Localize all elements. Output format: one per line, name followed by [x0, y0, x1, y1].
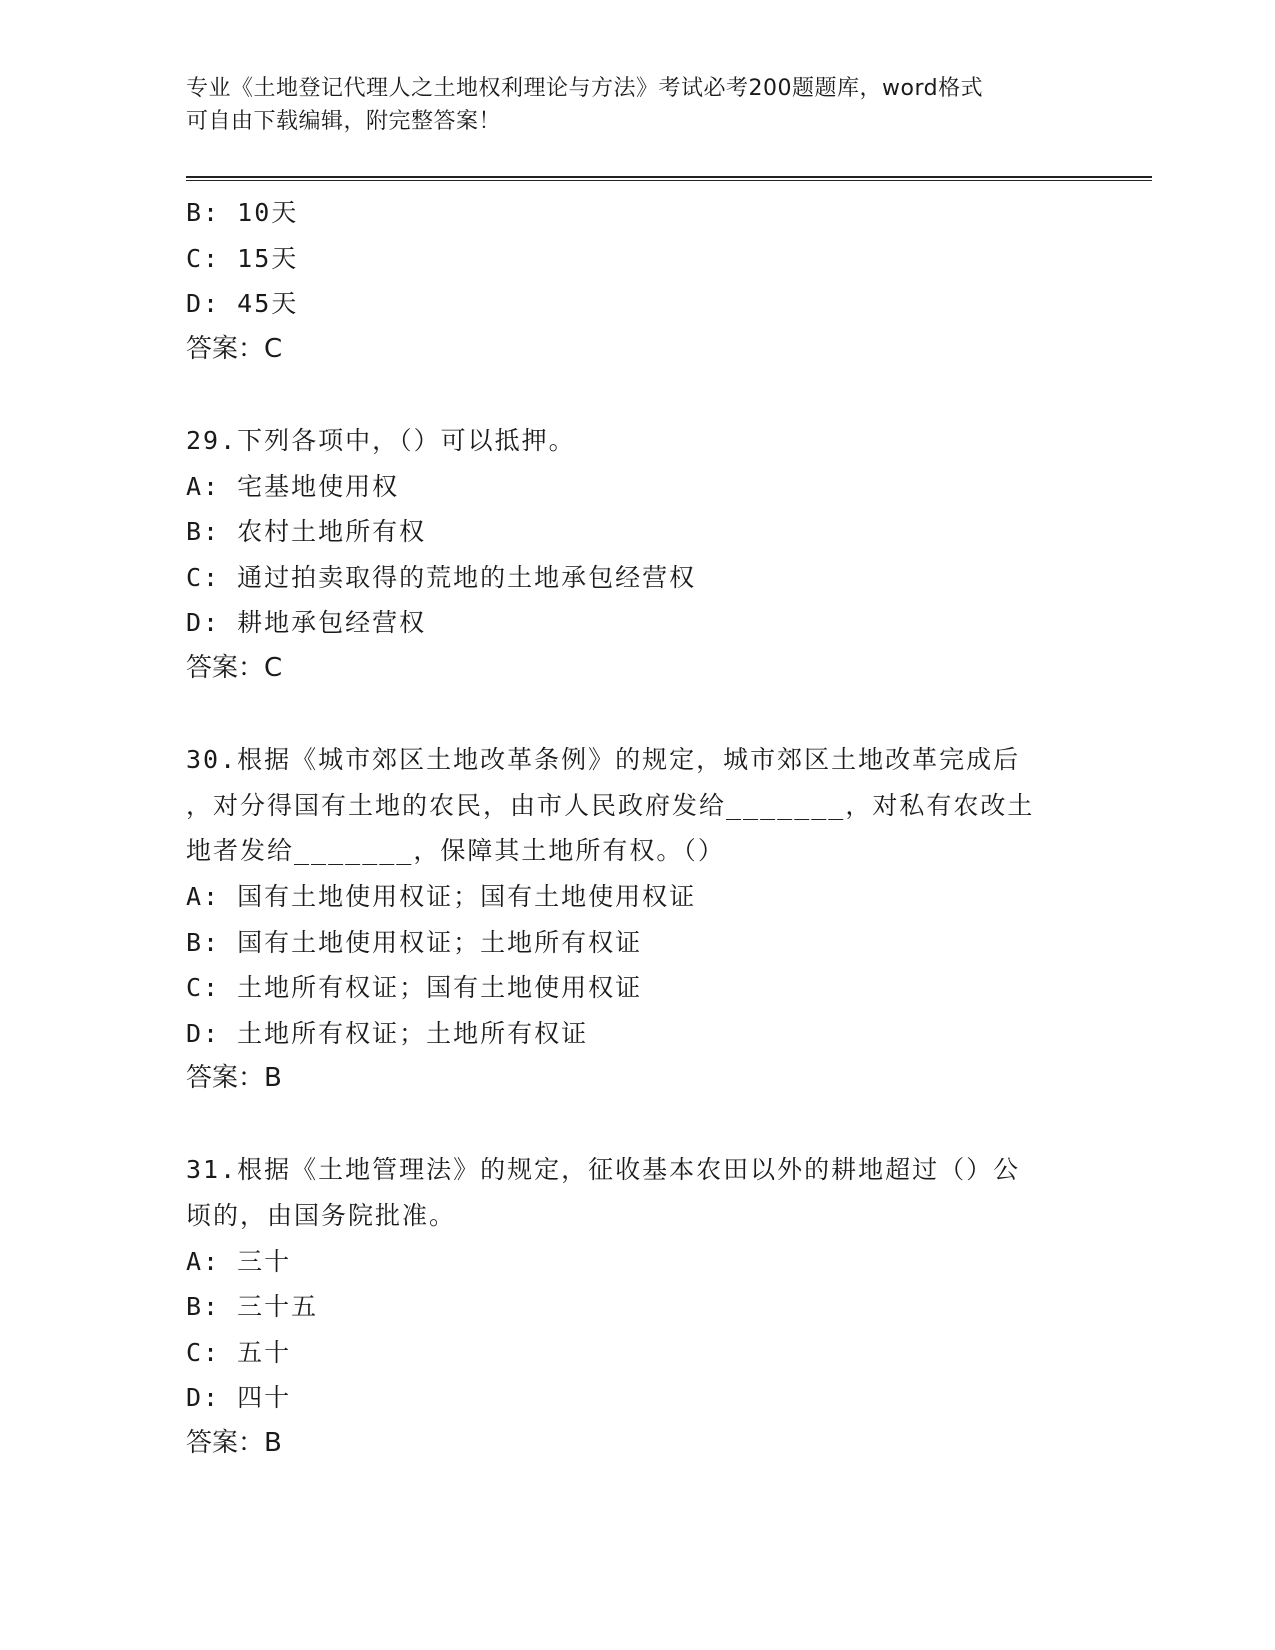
option-c: C: 五十 — [186, 1337, 292, 1367]
question-stem: 30.根据《城市郊区土地改革条例》的规定，城市郊区土地改革完成后 — [186, 745, 1021, 775]
question-stem: 29.下列各项中，（）可以抵押。 — [186, 425, 576, 455]
question-stem: 31.根据《土地管理法》的规定，征收基本农田以外的耕地超过（）公 — [186, 1155, 1021, 1185]
option-b: B: 国有土地使用权证；土地所有权证 — [186, 927, 643, 957]
option-c: C: 通过拍卖取得的荒地的土地承包经营权 — [186, 562, 697, 592]
header-line-1: 专业《土地登记代理人之土地权利理论与方法》考试必考200题题库，word格式 — [186, 76, 984, 101]
answer-line: 答案：B — [186, 1063, 282, 1094]
option-c: C: 土地所有权证；国有土地使用权证 — [186, 973, 643, 1003]
option-a: A: 三十 — [186, 1246, 292, 1276]
option-a: A: 宅基地使用权 — [186, 471, 400, 501]
answer-line: 答案：B — [186, 1428, 282, 1459]
answer-line: 答案：C — [186, 333, 283, 364]
question-list — [186, 190, 1086, 1467]
question-stem: ，对分得国有土地的农民，由市人民政府发给_______，对私有农改土 — [186, 790, 1035, 820]
option-d: D: 耕地承包经营权 — [186, 608, 427, 638]
option-b: B: 农村土地所有权 — [186, 517, 427, 547]
option-b: B: 三十五 — [186, 1292, 319, 1322]
question-continued — [186, 190, 1086, 372]
question-29 — [186, 418, 1086, 692]
option-c: C: 15天 — [186, 243, 299, 273]
question-stem: 地者发给_______，保障其土地所有权。（） — [186, 836, 725, 866]
answer-line: 答案：C — [186, 652, 283, 683]
question-31 — [186, 1147, 1086, 1466]
option-d: D: 45天 — [186, 289, 299, 319]
option-b: B: 10天 — [186, 198, 299, 227]
question-30 — [186, 737, 1086, 1102]
option-d: D: 四十 — [186, 1383, 292, 1413]
option-a: A: 国有土地使用权证；国有土地使用权证 — [186, 881, 697, 911]
document-header — [186, 72, 1086, 138]
header-divider — [186, 176, 1152, 181]
header-line-2: 可自由下载编辑，附完整答案！ — [186, 109, 502, 134]
question-stem: 顷的，由国务院批准。 — [186, 1201, 457, 1231]
option-d: D: 土地所有权证；土地所有权证 — [186, 1018, 589, 1048]
